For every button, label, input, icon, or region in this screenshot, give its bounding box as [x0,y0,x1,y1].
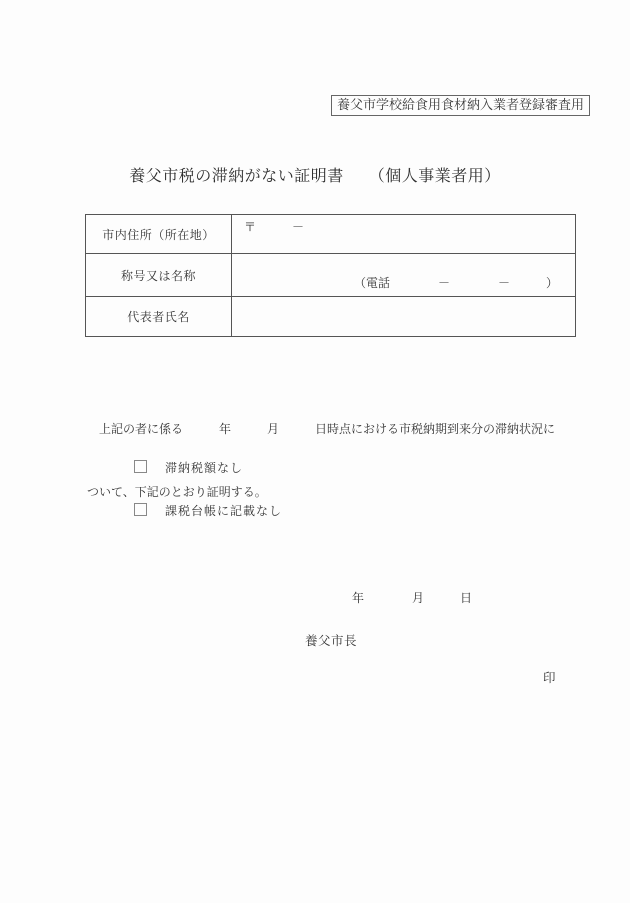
address-input-cell[interactable] [232,215,576,254]
checkbox-label-no-delinquent-tax: 滞納税額なし [165,461,244,475]
checkbox-icon[interactable] [134,503,147,516]
certification-line-2: ついて、下記のとおり証明する。 [87,485,267,499]
checkbox-row-no-delinquent-tax [134,459,243,473]
seal-mark: 印 [543,671,556,685]
page-title: 養父市税の滞納がない証明書 （個人事業者用） [129,168,501,185]
postal-code-mark: 〒 － [244,220,305,234]
checkbox-row-not-on-tax-register [134,502,282,516]
business-name-label: 称号又は名称 [86,254,232,297]
checkbox-icon[interactable] [134,460,147,473]
phone-number-mark: （電話 － － ） [354,276,559,290]
registration-purpose-label: 養父市学校給食用食材納入業者登録審査用 [331,95,590,116]
address-label: 市内住所（所在地） [86,215,232,254]
issuer-mayor-label: 養父市長 [305,634,358,648]
issue-date-line: 年 月 日 [352,591,473,605]
table-row [86,254,576,297]
representative-name-label: 代表者氏名 [86,297,232,337]
certification-line-1: 上記の者に係る 年 月 日時点における市税納期到来分の滞納状況に [87,422,556,436]
checkbox-label-not-on-tax-register: 課税台帳に記載なし [165,504,283,518]
table-row [86,297,576,337]
table-row [86,215,576,254]
applicant-info-table [85,214,576,337]
representative-name-input-cell[interactable] [232,297,576,337]
business-name-input-cell[interactable] [232,254,576,297]
